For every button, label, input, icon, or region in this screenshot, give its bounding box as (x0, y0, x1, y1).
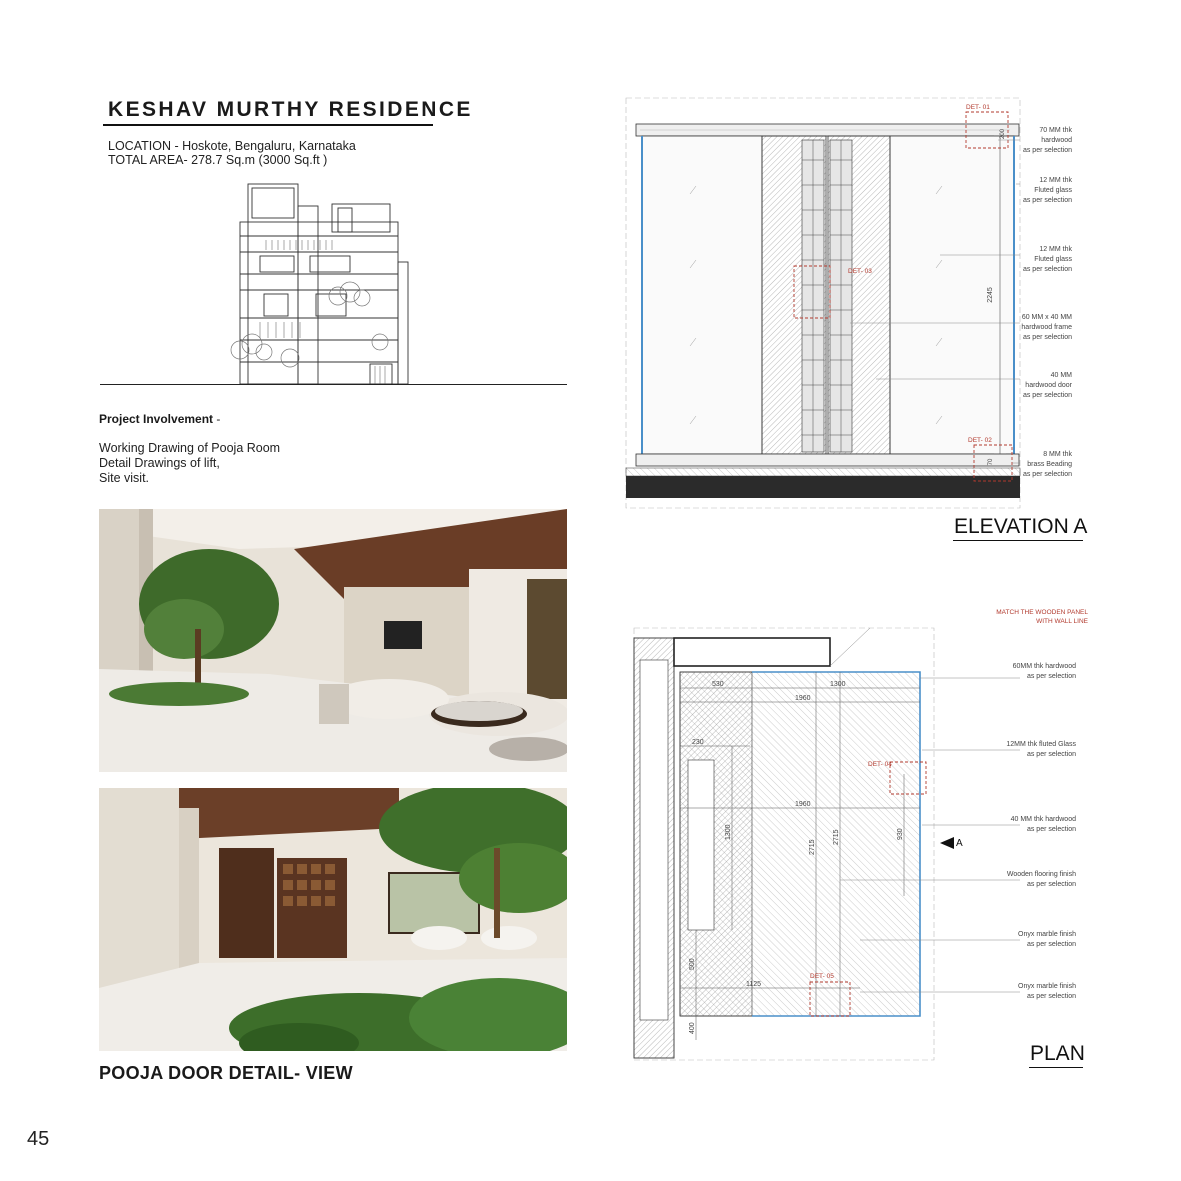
plan-dimension: 1125 (746, 981, 762, 988)
svg-text:8 MM thkbrass Beadingas per se (1023, 451, 1073, 478)
elevation-top-dimension: 200 (1000, 128, 1006, 140)
elevation-a-drawing (580, 90, 1100, 520)
section-marker-label: A (956, 838, 963, 849)
involvement-heading-suffix: - (213, 412, 221, 426)
elevation-note: Fluted glass (1034, 187, 1072, 194)
svg-text:MATCH THE WOODEN PANELWITH WAL (996, 609, 1088, 625)
plan-note: as per selection (1026, 993, 1076, 1000)
involvement-item: Detail Drawings of lift, (99, 456, 220, 470)
elevation-note: hardwood door (1025, 382, 1072, 389)
project-area: TOTAL AREA- 278.7 Sq.m (3000 Sq.ft ) (108, 153, 328, 167)
elevation-note: 8 MM thk (1043, 451, 1072, 458)
plan-dimension: 1960 (795, 801, 811, 808)
plan-dimension: 1300 (830, 681, 846, 688)
plan-dimension: 930 (897, 828, 904, 840)
plan-dimension: 530 (712, 681, 724, 688)
detail-callout: DET- 01 (966, 104, 990, 111)
plan-note: as per selection (1026, 751, 1076, 758)
plan-dimension: 400 (689, 1022, 696, 1034)
plan-top-note: WITH WALL LINE (1036, 618, 1088, 625)
plan-note: as per selection (1026, 941, 1076, 948)
svg-text:40 MM thk hardwoodas per selec (1011, 816, 1076, 833)
plan-note: as per selection (1026, 826, 1076, 833)
elevation-title-underline (953, 540, 1083, 541)
elevation-height-dimension: 2245 (987, 287, 994, 303)
elevation-note: as per selection (1022, 334, 1072, 341)
elevation-title: ELEVATION A (954, 515, 1088, 538)
plan-note: Wooden flooring finish (1006, 871, 1076, 878)
project-title: KESHAV MURTHY RESIDENCE (108, 98, 473, 121)
svg-text:60 MM x 40 MMhardwood frameas (1021, 314, 1072, 341)
elevation-note: as per selection (1022, 147, 1072, 154)
elevation-note: 12 MM thk (1039, 246, 1072, 253)
detail-callout: DET- 04 (868, 761, 892, 768)
elevation-note: as per selection (1022, 471, 1072, 478)
elevation-note: as per selection (1022, 392, 1072, 399)
pooja-door-render (99, 788, 567, 1051)
project-meta (108, 139, 356, 167)
elevation-note: as per selection (1022, 197, 1072, 204)
page-number: 45 (27, 1128, 50, 1150)
elevation-note: 70 MM thk (1039, 127, 1072, 134)
svg-text:40 MMhardwood dooras per selec (1023, 372, 1073, 399)
elevation-note: brass Beading (1027, 461, 1072, 468)
detail-callout: DET- 02 (968, 437, 992, 444)
plan-top-note: MATCH THE WOODEN PANEL (996, 609, 1088, 616)
svg-text:Onyx marble finishas per selec (1018, 931, 1076, 948)
involvement-item: Site visit. (99, 471, 150, 485)
elevation-note: Fluted glass (1034, 256, 1072, 263)
plan-title-underline (1029, 1067, 1083, 1068)
site-ground-line (100, 384, 567, 385)
svg-text:12 MM thkFluted glassas per se (1023, 177, 1073, 204)
plan-note: 12MM thk fluted Glass (1006, 741, 1076, 748)
svg-text:Wooden flooring finishas per s (1007, 871, 1076, 888)
plan-dimension: 500 (689, 958, 696, 970)
elevation-note: hardwood frame (1021, 324, 1072, 331)
svg-text:12MM thk fluted Glassas per se (1006, 741, 1076, 758)
svg-text:70 MM thkhardwoodas per select (1023, 127, 1073, 154)
plan-title: PLAN (1030, 1042, 1085, 1065)
svg-text:60MM thk hardwoodas per select (1013, 663, 1077, 680)
plan-dimension: 2715 (809, 839, 816, 855)
involvement-list (99, 441, 280, 486)
living-room-render (99, 509, 567, 772)
building-elevation-sketch (220, 178, 435, 386)
svg-text:Onyx marble finishas per selec (1018, 983, 1076, 1000)
elevation-note: hardwood (1041, 137, 1072, 144)
plan-note: as per selection (1026, 881, 1076, 888)
plan-dimension: 230 (692, 739, 704, 746)
involvement-item: Working Drawing of Pooja Room (99, 441, 281, 455)
plan-dimension: 2715 (833, 829, 840, 845)
project-location: LOCATION - Hoskote, Bengaluru, Karnataka (108, 139, 356, 153)
elevation-note: 40 MM (1050, 372, 1072, 379)
plan-note: Onyx marble finish (1018, 983, 1076, 990)
elevation-bottom-dimension: 70 (988, 458, 994, 466)
plan-drawing (620, 600, 1100, 1070)
render-caption: POOJA DOOR DETAIL- VIEW (99, 1063, 353, 1083)
plan-note: 60MM thk hardwood (1012, 663, 1076, 670)
detail-callout: DET- 03 (848, 268, 872, 275)
elevation-note: as per selection (1022, 266, 1072, 273)
detail-callout: DET- 05 (810, 973, 834, 980)
involvement-heading (99, 412, 220, 426)
plan-dimension: 1960 (795, 695, 811, 702)
elevation-note: 60 MM x 40 MM (1021, 314, 1072, 321)
plan-note: 40 MM thk hardwood (1010, 816, 1076, 823)
plan-note: Onyx marble finish (1018, 931, 1076, 938)
svg-text:12 MM thkFluted glassas per se (1023, 246, 1073, 273)
involvement-heading-label: Project Involvement (99, 412, 214, 426)
plan-dimension: 1300 (725, 824, 732, 840)
elevation-note: 12 MM thk (1039, 177, 1072, 184)
title-underline (103, 124, 433, 126)
section-marker-icon (940, 837, 954, 849)
plan-note: as per selection (1026, 673, 1076, 680)
